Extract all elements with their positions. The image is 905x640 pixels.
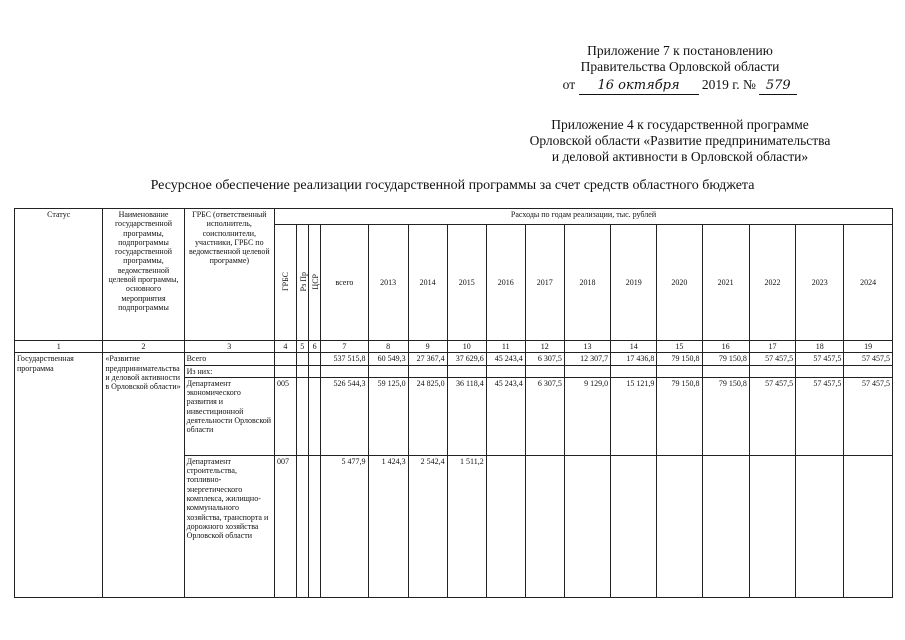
value-2018 bbox=[564, 455, 610, 597]
head-year: 2018 bbox=[564, 225, 610, 341]
column-number-row bbox=[15, 341, 893, 353]
head-year: 2017 bbox=[525, 225, 564, 341]
head-year: 2021 bbox=[702, 225, 749, 341]
col-number: 5 bbox=[296, 341, 308, 353]
head-code-csr: ЦСР bbox=[308, 225, 320, 341]
value-2014: 24 825,0 bbox=[408, 377, 447, 455]
header-line-6: и деловой активности в Орловской области» bbox=[551, 149, 809, 164]
value-2018: 12 307,7 bbox=[564, 353, 610, 365]
value-2024: 57 457,5 bbox=[844, 377, 893, 455]
value-total: 537 515,8 bbox=[321, 353, 368, 365]
value-2017 bbox=[525, 365, 564, 377]
head-year: 2019 bbox=[611, 225, 657, 341]
head-year: 2016 bbox=[486, 225, 525, 341]
value-2023 bbox=[796, 455, 844, 597]
col-number: 15 bbox=[657, 341, 702, 353]
value-2019 bbox=[611, 455, 657, 597]
value-2019: 17 436,8 bbox=[611, 353, 657, 365]
head-code-rzpr: Рз Пр bbox=[296, 225, 308, 341]
value-2017 bbox=[525, 455, 564, 597]
head-year: 2013 bbox=[368, 225, 408, 341]
csr-code bbox=[308, 365, 320, 377]
value-2015: 37 629,6 bbox=[447, 353, 486, 365]
head-code-grbs: ГРБС bbox=[275, 225, 297, 341]
row-label: Всего bbox=[184, 353, 274, 365]
resource-table bbox=[14, 208, 893, 598]
col-number: 11 bbox=[486, 341, 525, 353]
value-2022: 57 457,5 bbox=[749, 377, 795, 455]
value-2022: 57 457,5 bbox=[749, 353, 795, 365]
value-2024 bbox=[844, 455, 893, 597]
value-2019: 15 121,9 bbox=[611, 377, 657, 455]
col-number: 4 bbox=[275, 341, 297, 353]
value-2015 bbox=[447, 365, 486, 377]
value-2021 bbox=[702, 455, 749, 597]
rzpr-code bbox=[296, 353, 308, 365]
head-total: всего bbox=[321, 225, 368, 341]
col-number: 18 bbox=[796, 341, 844, 353]
value-2020: 79 150,8 bbox=[657, 377, 702, 455]
value-2017: 6 307,5 bbox=[525, 377, 564, 455]
csr-code bbox=[308, 353, 320, 365]
head-grbs: ГРБС (ответственный исполнитель, соисполнители, участники, ГРБС по ведомственной целевой программе) bbox=[184, 209, 274, 341]
row-label: Департамент строительства, топливно-энергетического комплекса, жилищно-коммунального хозяйства, транспорта и дорожного хозяйства Орловской области bbox=[184, 455, 274, 597]
row-label: Из них: bbox=[184, 365, 274, 377]
value-2024: 57 457,5 bbox=[844, 353, 893, 365]
grbs-code: 007 bbox=[275, 455, 297, 597]
col-number: 17 bbox=[749, 341, 795, 353]
col-number: 3 bbox=[184, 341, 274, 353]
header-line-4: Приложение 4 к государственной программе bbox=[551, 117, 809, 132]
value-2015: 1 511,2 bbox=[447, 455, 486, 597]
status-cell: Государственная программа bbox=[15, 353, 103, 598]
value-2013: 60 549,3 bbox=[368, 353, 408, 365]
head-year: 2022 bbox=[749, 225, 795, 341]
value-total: 5 477,9 bbox=[321, 455, 368, 597]
header-date-line bbox=[470, 77, 890, 95]
rzpr-code bbox=[296, 365, 308, 377]
value-2021 bbox=[702, 365, 749, 377]
grbs-code bbox=[275, 365, 297, 377]
value-2013: 1 424,3 bbox=[368, 455, 408, 597]
value-2016: 45 243,4 bbox=[486, 353, 525, 365]
value-2016 bbox=[486, 365, 525, 377]
program-name-cell: «Развитие предпринимательства и деловой активности в Орловской области» bbox=[103, 353, 184, 598]
head-program-name: Наименование государственной программы, подпрограммы государственной программы, ведомственной целевой программы, основного мероприятия подпрограммы bbox=[103, 209, 184, 341]
rzpr-code bbox=[296, 377, 308, 455]
value-total bbox=[321, 365, 368, 377]
value-2020 bbox=[657, 455, 702, 597]
col-number: 2 bbox=[103, 341, 184, 353]
date-prefix: от bbox=[562, 77, 576, 92]
head-year: 2015 bbox=[447, 225, 486, 341]
header-line-1: Приложение 7 к постановлению bbox=[587, 43, 773, 58]
col-number: 8 bbox=[368, 341, 408, 353]
col-number: 13 bbox=[564, 341, 610, 353]
value-2020 bbox=[657, 365, 702, 377]
value-2015: 36 118,4 bbox=[447, 377, 486, 455]
document-title: Ресурсное обеспечение реализации государственной программы за счет средств областного бюджета bbox=[150, 178, 755, 193]
value-2019 bbox=[611, 365, 657, 377]
value-2018: 9 129,0 bbox=[564, 377, 610, 455]
rzpr-code bbox=[296, 455, 308, 597]
value-2023: 57 457,5 bbox=[796, 353, 844, 365]
value-2016: 45 243,4 bbox=[486, 377, 525, 455]
value-2014: 27 367,4 bbox=[408, 353, 447, 365]
value-2024 bbox=[844, 365, 893, 377]
grbs-code bbox=[275, 353, 297, 365]
grbs-code: 005 bbox=[275, 377, 297, 455]
value-2014 bbox=[408, 365, 447, 377]
csr-code bbox=[308, 377, 320, 455]
value-2013 bbox=[368, 365, 408, 377]
value-2020: 79 150,8 bbox=[657, 353, 702, 365]
head-year: 2020 bbox=[657, 225, 702, 341]
col-number: 16 bbox=[702, 341, 749, 353]
head-expenses: Расходы по годам реализации, тыс. рублей bbox=[275, 209, 893, 225]
head-status: Статус bbox=[15, 209, 103, 341]
value-2014: 2 542,4 bbox=[408, 455, 447, 597]
handwritten-number: 579 bbox=[759, 78, 797, 95]
value-2016 bbox=[486, 455, 525, 597]
value-2023: 57 457,5 bbox=[796, 377, 844, 455]
col-number: 9 bbox=[408, 341, 447, 353]
head-year: 2023 bbox=[796, 225, 844, 341]
csr-code bbox=[308, 455, 320, 597]
row-label: Департамент экономического развития и инвестиционной деятельности Орловской области bbox=[184, 377, 274, 455]
head-year: 2014 bbox=[408, 225, 447, 341]
col-number: 19 bbox=[844, 341, 893, 353]
value-2018 bbox=[564, 365, 610, 377]
value-2023 bbox=[796, 365, 844, 377]
value-2017: 6 307,5 bbox=[525, 353, 564, 365]
table-row bbox=[15, 353, 893, 365]
col-number: 12 bbox=[525, 341, 564, 353]
value-2013: 59 125,0 bbox=[368, 377, 408, 455]
col-number: 6 bbox=[308, 341, 320, 353]
col-number: 14 bbox=[611, 341, 657, 353]
date-suffix: 2019 г. № bbox=[701, 77, 756, 92]
head-year: 2024 bbox=[844, 225, 893, 341]
value-2021: 79 150,8 bbox=[702, 353, 749, 365]
value-2021: 79 150,8 bbox=[702, 377, 749, 455]
header-line-5: Орловской области «Развитие предпринимательства bbox=[529, 133, 831, 148]
col-number: 10 bbox=[447, 341, 486, 353]
handwritten-date: 16 октября bbox=[579, 78, 699, 95]
value-total: 526 544,3 bbox=[321, 377, 368, 455]
value-2022 bbox=[749, 365, 795, 377]
col-number: 1 bbox=[15, 341, 103, 353]
value-2022 bbox=[749, 455, 795, 597]
header-line-2: Правительства Орловской области bbox=[580, 59, 780, 74]
col-number: 7 bbox=[321, 341, 368, 353]
